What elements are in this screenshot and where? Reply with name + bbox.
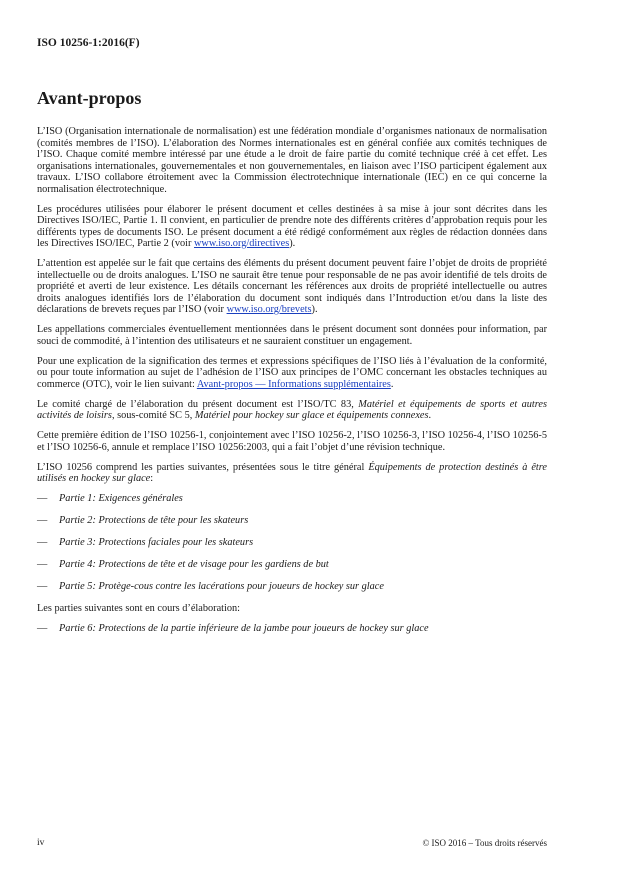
dash: — xyxy=(37,581,48,592)
part-title: Partie 1: Exigences générales xyxy=(59,493,183,504)
paragraph xyxy=(37,399,547,422)
list-item xyxy=(37,623,547,635)
text: : xyxy=(150,473,154,484)
dash: — xyxy=(37,515,48,526)
part-title: Partie 6: Protections de la partie inférieure de la jambe pour joueurs de hockey sur glace xyxy=(59,623,429,634)
list-item xyxy=(37,515,547,527)
parts-list xyxy=(37,493,547,593)
text: Le comité chargé de l’élaboration du présent document est l’ISO/TC 83, xyxy=(37,398,359,410)
document-id-header: ISO 10256-1:2016(F) xyxy=(37,37,140,49)
paragraph: Cette première édition de l’ISO 10256-1, conjointement avec l’ISO 10256-2, l’ISO 10256-3, l’ISO 10256-4, l’ISO 10256-5 et l’ISO 10256-6, annule et remplace l’ISO 10256:2003, qui a fait l’objet d’une révision technique. xyxy=(37,430,547,453)
committee-title: Matériel et équipements de sports et autres activités de loisirs xyxy=(37,398,547,421)
paragraph: Les parties suivantes sont en cours d’élaboration: xyxy=(37,603,241,614)
paragraph xyxy=(37,356,547,391)
paragraph: L’ISO (Organisation internationale de normalisation) est une fédération mondiale d’organismes nationaux de normalisation (comités membres de l’ISO). L’élaboration des Normes internationales est en général confiée aux comités techniques de l’ISO. Chaque comité membre intéressé par une étude a le droit de faire partie du comité technique créé à cet effet. Les organisations internationales, gouvernementales et non gouvernementales, en liaison avec l’ISO participent également aux travaux. L’ISO collabore étroitement avec la Commission électrotechnique internationale (IEC) en ce qui concerne la normalisation électrotechnique. xyxy=(37,126,547,195)
text: . xyxy=(390,378,394,390)
dash: — xyxy=(37,493,48,504)
text: L’attention est appelée sur le fait que certains des éléments du présent document peuvent faire l’objet de droits de propriété intellectuelle ou de droits analogues. L’ISO ne saurait être tenue pour responsable de ne pas avoir identifié de tels droits de propriété et averti de leur existence. Les détails concernant les références aux droits de propriété intellectuelle ou autres droits analogues identifiés lors de l’élaboration du document sont indiqués dans l’Introduction et/ou dans la liste des déclarations de brevets reçues par l’ISO (voir xyxy=(37,258,547,315)
paragraph xyxy=(37,258,547,316)
general-title: Équipements de protection destinés à être utilisés en hockey sur glace xyxy=(37,461,547,484)
supplementary-info-link[interactable]: Avant-propos — Informations supplémentaires xyxy=(196,378,391,390)
page-title: Avant-propos xyxy=(37,88,142,108)
part-title: Partie 2: Protections de tête pour les skateurs xyxy=(59,515,249,526)
text: ). xyxy=(311,304,318,315)
dash: — xyxy=(37,537,48,548)
subcommittee-title: Matériel pour hockey sur glace et équipements connexes xyxy=(194,410,429,421)
paragraph xyxy=(37,204,547,250)
dash: — xyxy=(37,559,48,570)
dash: — xyxy=(37,623,48,634)
list-item xyxy=(37,537,547,549)
document-body xyxy=(37,126,547,645)
text: Pour une explication de la signification des termes et expressions spécifiques de l’ISO liés à l’évaluation de la conformité, ou pour toute information au sujet de l’adhésion de l’ISO aux principes de l’OMC concernant les obstacles techniques au commerce (OTC), voir le lien suivant: xyxy=(37,355,547,390)
directives-link[interactable]: www.iso.org/directives xyxy=(194,238,290,249)
list-item xyxy=(37,559,547,571)
parts-in-progress-list xyxy=(37,623,547,635)
text: Les procédures utilisées pour élaborer le présent document et celles destinées à sa mise à jour sont décrites dans les Directives ISO/IEC, Partie 1. Il convient, en particulier de prendre note des différents critères d’approbation requis pour les différents types de documents ISO. Le présent document a été rédigé conformément aux règles de rédaction données dans les Directives ISO/IEC, Partie 2 (voir xyxy=(37,203,547,249)
brevets-link[interactable]: www.iso.org/brevets xyxy=(226,304,312,315)
part-title: Partie 3: Protections faciales pour les skateurs xyxy=(59,537,254,548)
part-title: Partie 4: Protections de tête et de visage pour les gardiens de but xyxy=(59,559,329,570)
text: ). xyxy=(289,238,296,249)
copyright: © ISO 2016 – Tous droits réservés xyxy=(422,838,547,848)
paragraph xyxy=(37,462,547,485)
page-number: iv xyxy=(37,838,45,848)
text: L’ISO 10256 comprend les parties suivantes, présentées sous le titre général xyxy=(37,461,369,473)
paragraph: Les appellations commerciales éventuellement mentionnées dans le présent document sont données pour information, par souci de commodité, à l’intention des utilisateurs et ne sauraient constituer un engagement. xyxy=(37,324,547,347)
list-item xyxy=(37,581,547,593)
text: , sous-comité SC 5, xyxy=(111,410,195,421)
part-title: Partie 5: Protège-cous contre les lacérations pour joueurs de hockey sur glace xyxy=(59,581,384,592)
text: . xyxy=(428,410,432,421)
list-item xyxy=(37,493,547,505)
